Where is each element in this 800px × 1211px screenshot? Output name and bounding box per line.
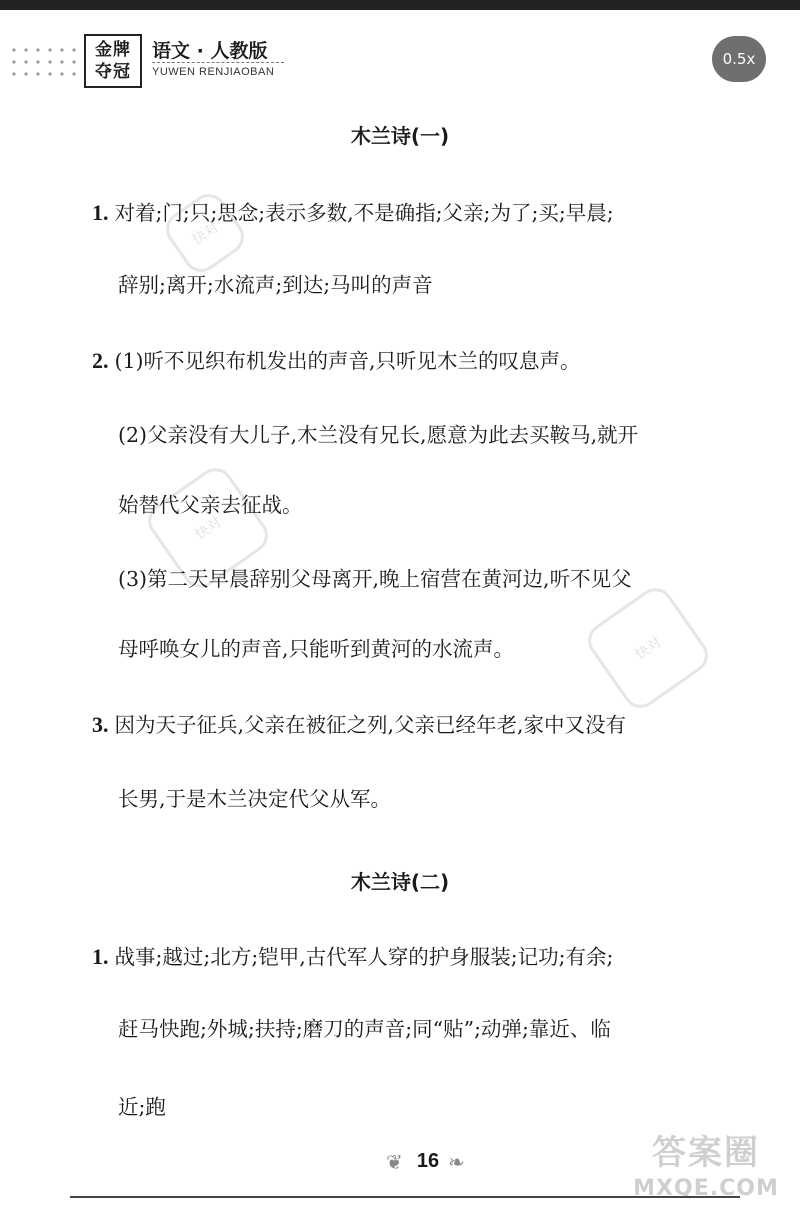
page-number: 16 — [416, 1150, 440, 1172]
answer-part: (2)父亲没有大儿子,木兰没有兄长,愿意为此去买鞍马,就开 — [118, 423, 639, 447]
decorative-dots — [8, 44, 78, 84]
site-watermark-url: MXQE.COM — [633, 1176, 779, 1201]
book-subtitle: YUWEN RENJIAOBAN — [152, 66, 275, 78]
answer-text: (1)听不见织布机发出的声音,只听见木兰的叹息声。 — [114, 349, 581, 373]
section-title: 木兰诗(一) — [350, 124, 450, 148]
watermark-text: 快对 — [632, 634, 665, 664]
answer-continuation: 母呼唤女儿的声音,只能听到黄河的水流声。 — [118, 637, 515, 661]
question-number: 3. — [92, 712, 109, 737]
brand-logo — [84, 34, 142, 88]
answer-text: 对着;门;只;思念;表示多数,不是确指;父亲;为了;买;早晨; — [114, 201, 614, 225]
question-2 — [92, 324, 762, 398]
book-title: 语文 · 人教版 — [152, 40, 268, 62]
section-title: 木兰诗(二) — [350, 870, 450, 894]
answer-continuation: 长男,于是木兰决定代父从军。 — [118, 787, 392, 811]
answer-text: 战事;越过;北方;铠甲,古代军人穿的护身服装;记功;有余; — [114, 945, 614, 969]
question-1 — [92, 176, 762, 250]
bottom-rule — [70, 1196, 740, 1198]
question-number: 2. — [92, 348, 109, 373]
answer-text: 因为天子征兵,父亲在被征之列,父亲已经年老,家中又没有 — [114, 713, 627, 737]
zoom-level-button[interactable]: 0.5x — [712, 36, 766, 82]
question-number: 1. — [92, 200, 109, 225]
logo-line2: 夺冠 — [95, 62, 131, 82]
answer-part: (3)第二天早晨辞别父母离开,晚上宿营在黄河边,听不见父 — [118, 567, 632, 591]
site-watermark-name: 答案圈 — [652, 1133, 760, 1173]
site-watermark — [622, 1125, 790, 1201]
answer-continuation: 近;跑 — [118, 1095, 166, 1119]
watermark-text: 快对 — [192, 514, 225, 544]
question-number: 1. — [92, 944, 109, 969]
question-1 — [92, 920, 762, 994]
header-divider — [152, 62, 284, 63]
leaf-icon: ❦ — [386, 1150, 403, 1174]
watermark-text: 快对 — [189, 219, 222, 249]
question-3 — [92, 688, 762, 762]
leaf-icon: ❧ — [448, 1150, 465, 1174]
logo-line1: 金牌 — [95, 40, 131, 60]
answer-continuation: 始替代父亲去征战。 — [118, 493, 303, 517]
answer-continuation: 赶马快跑;外城;扶持;磨刀的声音;同“贴”;动弹;靠近、临 — [118, 1017, 611, 1041]
answer-continuation: 辞别;离开;水流声;到达;马叫的声音 — [118, 273, 433, 297]
